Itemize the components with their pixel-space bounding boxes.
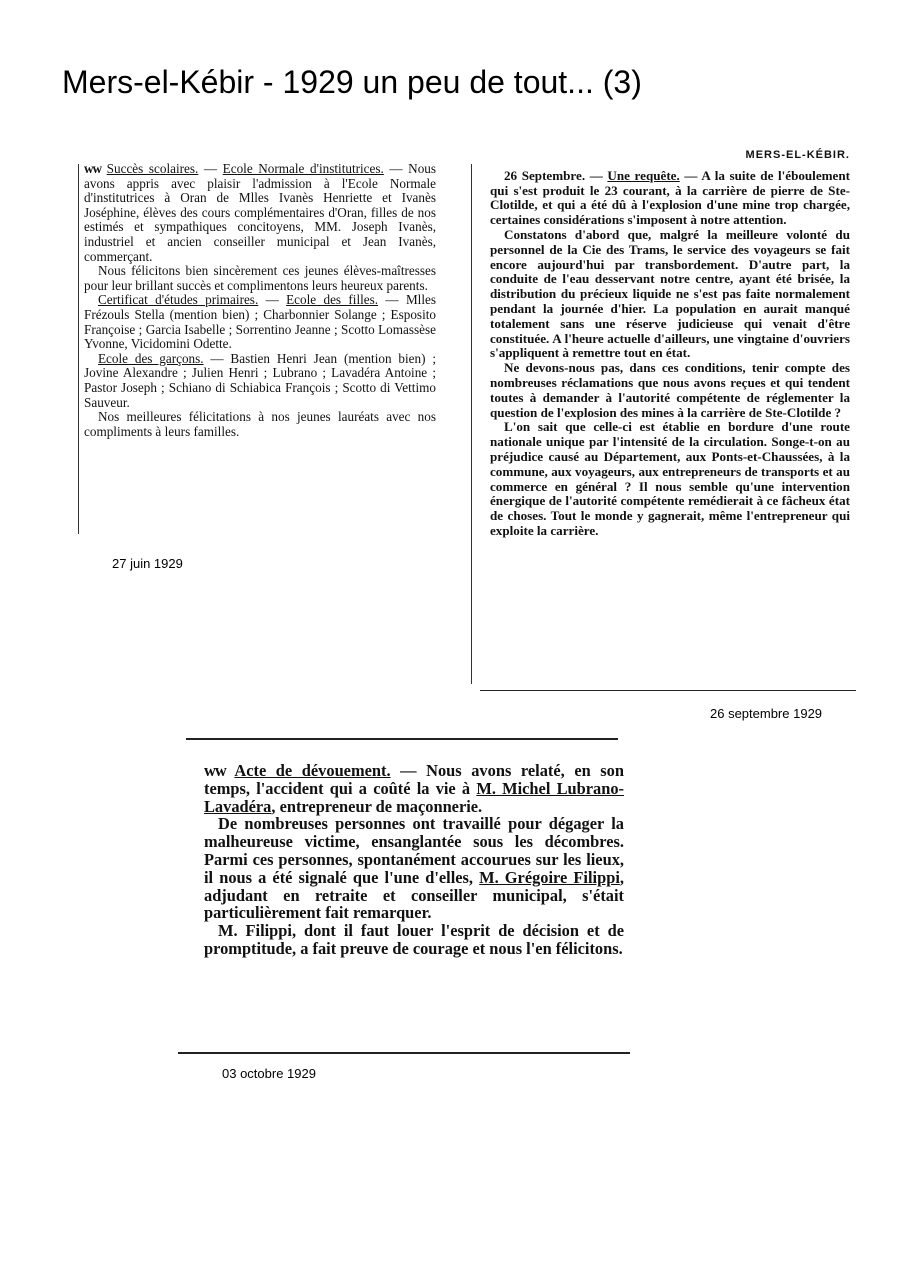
newspaper-section-header: MERS-EL-KÉBIR. bbox=[745, 149, 850, 161]
article-subheading: Ecole des filles. bbox=[286, 292, 379, 308]
article-text: — Nous avons appris avec plaisir l'admission à l'Ecole Normale d'institutrices à Oran de Mlles Ivanès Henriette et Ivanès Joséphine, élèves des cours complémentaires d'Oran, filles de nos estimés et sympathiques concitoyens, MM. Joseph Ivanès, industriel et ancien conseiller municipal et Jean Ivanès, commerçant. bbox=[84, 161, 437, 264]
column-divider bbox=[471, 164, 472, 684]
article-paragraph bbox=[84, 293, 436, 351]
separator-line bbox=[178, 1052, 630, 1054]
article-subheading: Ecole des garçons. bbox=[98, 350, 204, 366]
article-acte-de-devouement bbox=[204, 762, 624, 958]
article-paragraph bbox=[204, 762, 624, 815]
article-text: — Nous avons relaté, en son temps, l'accident qui a coûté la vie à bbox=[204, 761, 624, 798]
article-heading: Acte de dévouement. bbox=[234, 761, 391, 780]
article-text: , adjudant en retraite et conseiller municipal, s'était particulièrement fait remarquer. bbox=[204, 867, 624, 923]
article-heading: Succès scolaires. bbox=[106, 161, 199, 176]
article-text: , entrepreneur de maçonnerie. bbox=[271, 796, 483, 816]
article-succes-scolaires bbox=[84, 162, 436, 439]
date-caption: 27 juin 1929 bbox=[112, 556, 183, 571]
separator-line bbox=[480, 690, 856, 691]
article-paragraph: Constatons d'abord que, malgré la meilleure volonté du personnel de la Cie des Trams, le service des voyageurs se fait encore aujourd'hui par transbordement. D'autre part, la conduite de l'eau desservant notre centre, ayant été brisée, la distribution du précieux liquide ne s'est pas faite normalement pendant la journée d'hier. La population en aurait manqué totalement sans une réserve judicieuse qui venait d'être constituée. A l'heure actuelle d'ailleurs, une vingtaine d'ouvriers s'appliquent à remettre tout en état. bbox=[490, 226, 850, 361]
separator-line bbox=[186, 738, 618, 740]
ornament-mark: ww bbox=[204, 761, 226, 780]
article-paragraph bbox=[204, 815, 624, 922]
date-caption: 03 octobre 1929 bbox=[222, 1066, 316, 1081]
ornament-mark: ww bbox=[84, 161, 102, 176]
article-heading: Une requête. bbox=[607, 167, 680, 183]
article-paragraph: Ne devons-nous pas, dans ces conditions, tenir compte des nombreuses réclamations que nous avons reçues et qui tendent toutes à demander à l'autorité compétente de réglementer la question de l'explosion des mines à la carrière de Ste-Clotilde ? bbox=[490, 360, 850, 420]
column-divider bbox=[78, 164, 79, 534]
article-subheading: Ecole Normale d'institutrices. bbox=[222, 161, 384, 176]
dash: — bbox=[265, 292, 287, 308]
article-une-requete bbox=[490, 149, 850, 539]
article-subheading: Certificat d'études primaires. bbox=[98, 292, 259, 308]
dash: — bbox=[203, 161, 223, 176]
article-text: — Mlles Frézouls Stella (mention bien) ; Charbonnier Solange ; Esposito Françoise ; Garcia Isabelle ; Sorrentino Jeanne ; Scotto Lomassèse Yvonne, Vicidomini Odette. bbox=[84, 292, 436, 352]
article-text: De nombreuses personnes ont travaillé pour dégager la malheureuse victime, ensanglantée sous les décombres. Parmi ces personnes, spontanément accourues sur les lieux, il nous a été signalé que l'une d'elles, bbox=[204, 814, 624, 887]
article-text: — Bastien Henri Jean (mention bien) ; Jovine Alexandre ; Julien Henri ; Lubrano ; Lavadéra Antoine ; Pastor Joseph ; Schiano di Schiabica François ; Scotto di Vettimo Sauveur. bbox=[84, 350, 436, 410]
person-name: M. Grégoire Filippi bbox=[479, 867, 620, 887]
article-paragraph bbox=[84, 162, 436, 264]
article-paragraph: Nos meilleures félicitations à nos jeunes lauréats avec nos compliments à leurs familles. bbox=[84, 409, 436, 439]
page-title: Mers-el-Kébir - 1929 un peu de tout... (3) bbox=[62, 64, 642, 100]
article-paragraph: Nous félicitons bien sincèrement ces jeunes élèves-maîtresses pour leur brillant succès et complimentons leurs heureux parents. bbox=[84, 263, 436, 293]
person-name: M. Michel Lubrano-Lavadéra bbox=[204, 778, 624, 816]
article-date: 26 Septembre. — bbox=[504, 167, 608, 183]
article-paragraph bbox=[84, 352, 436, 410]
article-paragraph bbox=[490, 169, 850, 228]
article-text: — A la suite de l'éboulement qui s'est produit le 23 courant, à la carrière de pierre de Ste-Clotilde, et qui a été dû à l'explosion d'une mine trop chargée, certaines considérations s'imposent à notre attention. bbox=[490, 167, 850, 228]
article-paragraph: M. Filippi, dont il faut louer l'esprit de décision et de promptitude, a fait preuve de courage et nous l'en félicitons. bbox=[204, 921, 624, 958]
article-paragraph: L'on sait que celle-ci est établie en bordure d'une route nationale unique par l'intensité de la circulation. Songe-t-on au préjudice causé au Département, aux Ponts-et-Chaussées, à la commune, aux voyageurs, aux entrepreneurs de transports et au commerce en général ? Il nous semble qu'une intervention énergique de l'autorité compétente remédierait à ce fâcheux état de choses. Tout le monde y gagnerait, même l'entrepreneur qui exploite la carrière. bbox=[490, 419, 850, 538]
date-caption: 26 septembre 1929 bbox=[710, 706, 823, 721]
